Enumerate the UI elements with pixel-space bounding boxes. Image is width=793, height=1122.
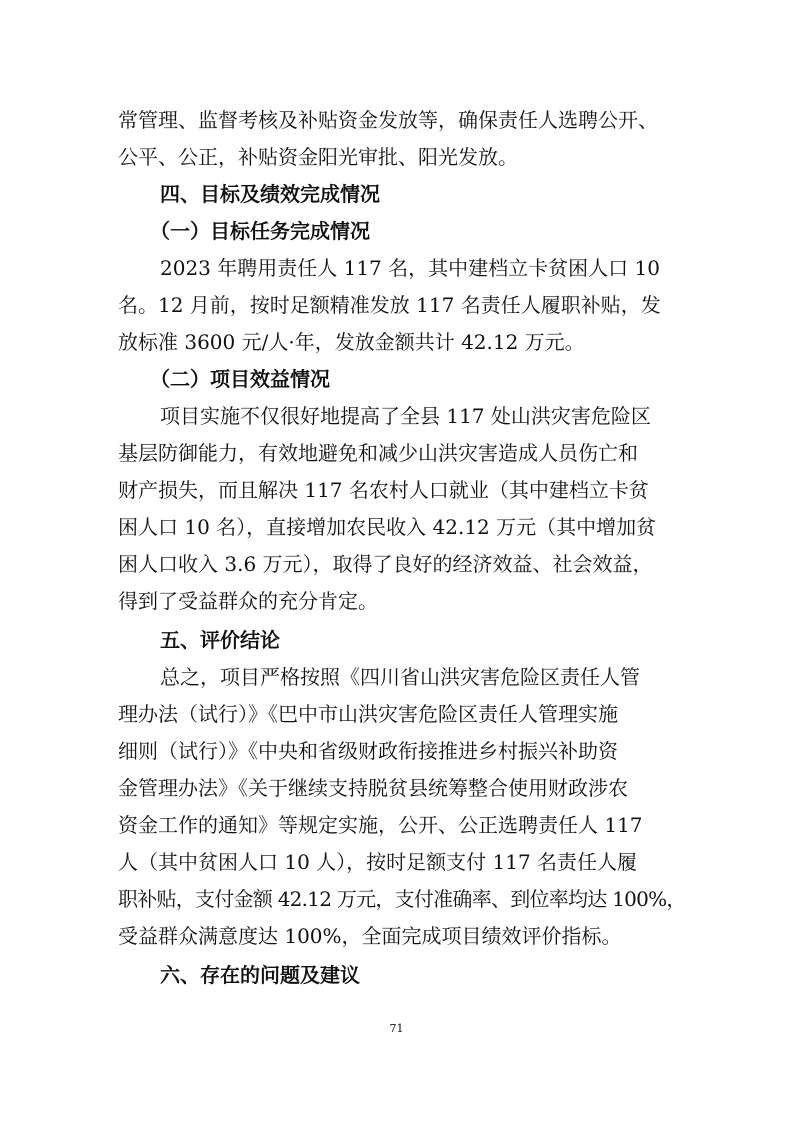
body-line: 财产损失，而且解决 117 名农村人口就业（其中建档立卡贫 xyxy=(118,478,649,502)
subsection-heading: （二）项目效益情况 xyxy=(150,367,330,391)
section-heading: 四、目标及绩效完成情况 xyxy=(160,182,380,206)
body-line: 困人口 10 名），直接增加农民收入 42.12 万元（其中增加贫 xyxy=(118,515,657,539)
section-heading: 五、评价结论 xyxy=(160,628,280,652)
body-line: 理办法（试行）》《巴中市山洪灾害危险区责任人管理实施 xyxy=(118,702,618,726)
body-line: 放标准 3600 元/人·年，发放金额共计 42.12 万元。 xyxy=(118,330,585,354)
body-line: 困人口收入 3.6 万元），取得了良好的经济效益、社会效益， xyxy=(118,552,653,576)
body-line: 资金工作的通知》等规定实施，公开、公正选聘责任人 117 xyxy=(118,813,643,837)
body-line: 得到了受益群众的充分肯定。 xyxy=(118,589,378,613)
body-line: 公平、公正，补贴资金阳光审批、阳光发放。 xyxy=(118,145,518,169)
body-line: 项目实施不仅很好地提高了全县 117 处山洪灾害危险区 xyxy=(160,404,651,428)
subsection-heading: （一）目标任务完成情况 xyxy=(150,219,370,243)
body-line: 常管理、监督考核及补贴资金发放等，确保责任人选聘公开、 xyxy=(118,108,658,132)
section-heading: 六、存在的问题及建议 xyxy=(160,963,360,987)
body-line: 职补贴，支付金额 42.12 万元，支付准确率、到位率均达 100%， xyxy=(118,887,686,911)
body-line: 细则（试行）》《中央和省级财政衔接推进乡村振兴补助资 xyxy=(118,739,618,763)
body-line: 总之，项目严格按照《四川省山洪灾害危险区责任人管 xyxy=(160,665,640,689)
body-line: 受益群众满意度达 100%，全面完成项目绩效评价指标。 xyxy=(118,924,622,948)
body-line: 基层防御能力，有效地避免和减少山洪灾害造成人员伤亡和 xyxy=(118,441,638,465)
body-line: 2023 年聘用责任人 117 名，其中建档立卡贫困人口 10 xyxy=(160,256,660,280)
body-line: 金管理办法》《关于继续支持脱贫县统筹整合使用财政涉农 xyxy=(118,776,628,800)
body-line: 人（其中贫困人口 10 人），按时足额支付 117 名责任人履 xyxy=(118,850,638,874)
body-line: 名。12 月前，按时足额精准发放 117 名责任人履职补贴，发 xyxy=(118,293,661,317)
page-number: 71 xyxy=(389,1022,404,1035)
